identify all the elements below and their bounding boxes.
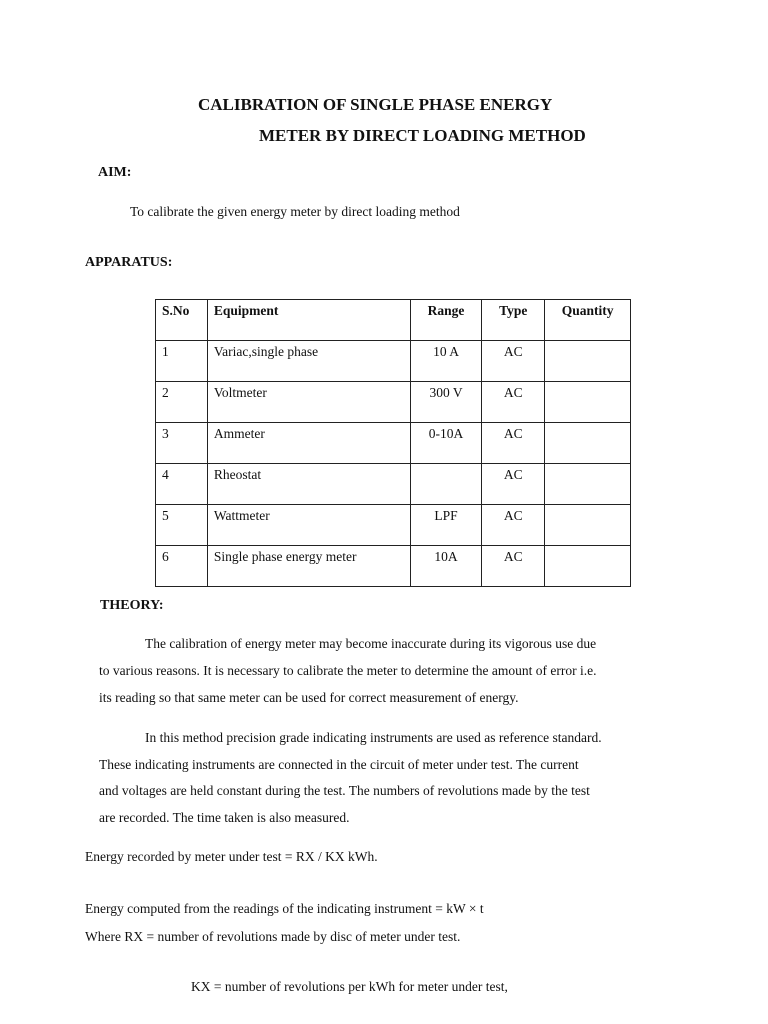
col-header-quantity: Quantity [545,300,631,341]
cell-sno: 4 [156,464,208,505]
cell-equipment: Variac,single phase [207,341,410,382]
table-row [156,464,631,505]
theory-p1-line-1: The calibration of energy meter may become inaccurate during its vigorous use due [145,636,597,651]
cell-type: AC [482,423,545,464]
cell-range: LPF [410,505,482,546]
table-row [156,382,631,423]
title-line-1: CALIBRATION OF SINGLE PHASE ENERGY [198,95,553,114]
theory-p1-line-3: its reading so that same meter can be used for correct measurement of energy. [99,690,519,705]
apparatus-heading: APPARATUS: [85,255,173,270]
cell-range: 10A [410,546,482,587]
cell-sno: 3 [156,423,208,464]
cell-quantity [545,423,631,464]
cell-quantity [545,505,631,546]
cell-quantity [545,464,631,505]
theory-p2-line-1: In this method precision grade indicating instruments are used as reference standard. [145,730,602,745]
formula-where-rx: Where RX = number of revolutions made by disc of meter under test. [85,929,461,944]
col-header-sno: S.No [156,300,208,341]
cell-range: 0-10A [410,423,482,464]
aim-text: To calibrate the given energy meter by direct loading method [130,204,460,219]
cell-equipment: Rheostat [207,464,410,505]
table-row [156,546,631,587]
cell-sno: 6 [156,546,208,587]
formula-energy-recorded: Energy recorded by meter under test = RX / KX kWh. [85,849,378,864]
cell-type: AC [482,505,545,546]
cell-quantity [545,341,631,382]
theory-p2-line-2: These indicating instruments are connected in the circuit of meter under test. The current [99,757,579,772]
theory-p2-line-3: and voltages are held constant during the test. The numbers of revolutions made by the test [99,783,590,798]
aim-heading: AIM: [98,165,132,180]
cell-type: AC [482,464,545,505]
cell-type: AC [482,382,545,423]
table-row [156,505,631,546]
cell-equipment: Voltmeter [207,382,410,423]
title-line-2: METER BY DIRECT LOADING METHOD [259,126,586,145]
cell-equipment: Single phase energy meter [207,546,410,587]
theory-p1-line-2: to various reasons. It is necessary to calibrate the meter to determine the amount of error i.e. [99,663,597,678]
cell-range [410,464,482,505]
cell-equipment: Wattmeter [207,505,410,546]
col-header-type: Type [482,300,545,341]
table-header-row [156,300,631,341]
cell-sno: 5 [156,505,208,546]
formula-kx-definition: KX = number of revolutions per kWh for meter under test, [191,979,508,994]
cell-sno: 1 [156,341,208,382]
cell-range: 10 A [410,341,482,382]
cell-type: AC [482,546,545,587]
cell-quantity [545,546,631,587]
table-row [156,423,631,464]
col-header-range: Range [410,300,482,341]
col-header-equipment: Equipment [207,300,410,341]
cell-quantity [545,382,631,423]
cell-equipment: Ammeter [207,423,410,464]
cell-type: AC [482,341,545,382]
theory-p2-line-4: are recorded. The time taken is also measured. [99,810,350,825]
cell-sno: 2 [156,382,208,423]
cell-range: 300 V [410,382,482,423]
table-row [156,341,631,382]
apparatus-table [155,299,631,587]
theory-heading: THEORY: [100,598,164,613]
formula-energy-computed: Energy computed from the readings of the indicating instrument = kW × t [85,901,484,916]
